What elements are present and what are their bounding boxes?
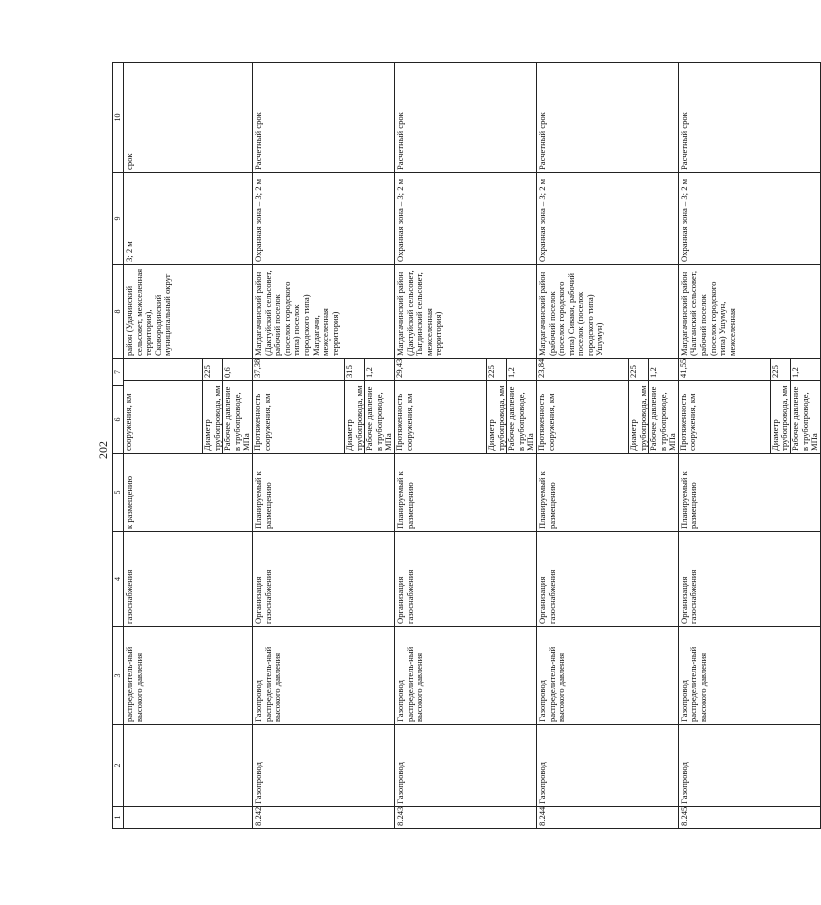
parameter-value xyxy=(124,359,203,381)
parameter-value: 225 xyxy=(628,359,648,381)
description-cell: распределитель-ный высокого давления xyxy=(124,627,253,725)
parameter-value: 225 xyxy=(203,359,223,381)
description-cell: Газопровод распределитель-ный высокого давления xyxy=(252,627,394,725)
column-number: 8 xyxy=(113,265,124,359)
parameter-value: 315 xyxy=(344,359,364,381)
zone-cell: Охранная зона – 3; 2 м xyxy=(394,173,536,265)
zone-cell: Охранная зона – 3; 2 м xyxy=(678,173,820,265)
table-row xyxy=(678,63,820,829)
parameters-table xyxy=(395,359,536,453)
zone-cell: Охранная зона – 3; 2 м xyxy=(536,173,678,265)
term-cell: Расчетный срок xyxy=(252,63,394,173)
parameters-table xyxy=(537,359,678,453)
parameter-value: 29,43 xyxy=(395,359,487,381)
parameter-name: Диаметр трубопровода, мм xyxy=(344,381,364,454)
term-cell: Расчетный срок xyxy=(536,63,678,173)
row-number-cell: 8.245 xyxy=(678,807,820,829)
parameter-name: Диаметр трубопровода, мм xyxy=(770,381,790,454)
parameter-name: Рабочее давление в трубопроводе, МПа xyxy=(223,381,252,454)
table-row xyxy=(252,63,394,829)
parameter-row xyxy=(365,359,394,453)
parameter-row xyxy=(223,359,252,453)
status-cell: Планируемый к размещению xyxy=(678,454,820,532)
status-cell: Планируемый к размещению xyxy=(252,454,394,532)
object-cell: Газопровод xyxy=(252,725,394,807)
parameter-value: 41,55 xyxy=(679,359,771,381)
parameter-value: 1,2 xyxy=(790,367,801,378)
row-number-cell: 8.242 xyxy=(252,807,394,829)
parameter-name: Диаметр трубопровода, мм xyxy=(486,381,506,454)
parameters-cell xyxy=(394,359,536,454)
parameter-row xyxy=(486,359,506,453)
column-number: 1 xyxy=(113,807,124,829)
parameter-row xyxy=(537,359,629,453)
table-row xyxy=(394,63,536,829)
status-cell: к размещению xyxy=(124,454,253,532)
parameter-value: 1,2 xyxy=(506,367,517,378)
location-cell: Магдагачинский район (Дактуйский сельсовет, рабочий поселок (поселок городского типа) поселок городского типа) Магдагачи, межселенная территория) xyxy=(252,265,394,359)
status-cell: Планируемый к размещению xyxy=(394,454,536,532)
parameter-value: 0,6 xyxy=(222,367,233,378)
term-cell: срок xyxy=(124,63,253,173)
object-cell: Газопровод xyxy=(536,725,678,807)
zone-cell: 3; 2 м xyxy=(124,173,253,265)
parameter-name: Диаметр трубопровода, мм xyxy=(203,381,223,454)
row-number-cell: 8.243 xyxy=(394,807,536,829)
column-number: 3 xyxy=(113,627,124,725)
table-body xyxy=(113,63,821,829)
column-number: 4 xyxy=(113,532,124,627)
page-number: 202 xyxy=(96,441,110,459)
parameter-row xyxy=(770,359,790,453)
term-cell: Расчетный срок xyxy=(678,63,820,173)
column-number: 7 xyxy=(113,359,124,386)
parameter-value: 1,2 xyxy=(648,367,659,378)
description-cell: Газопровод распределитель-ный высокого давления xyxy=(678,627,820,725)
purpose-cell: Организация газоснабжения xyxy=(394,532,536,627)
parameters-table xyxy=(253,359,394,453)
parameter-name: Рабочее давление в трубопроводе, МПа xyxy=(365,381,394,454)
parameter-row xyxy=(253,359,345,453)
location-cell: Магдагачинский район (Дактуйский сельсовет, Тыгдинский сельсовет, межселенная территория) xyxy=(394,265,536,359)
location-cell: Магдагачинский район (Чалганский сельсовет, рабочий поселок (поселок городского типа) Ушумун, межселенная xyxy=(678,265,820,359)
location-cell: Магдагачинский район (рабочий поселок (поселок городского типа) Сиваки, рабочий поселок (поселок городского типа) Ушумун) xyxy=(536,265,678,359)
column-number: 5 xyxy=(113,454,124,532)
parameter-row xyxy=(507,359,536,453)
parameter-name: Протяженность сооружения, км xyxy=(253,381,345,454)
parameter-row xyxy=(124,359,203,453)
purpose-cell: Организация газоснабжения xyxy=(678,532,820,627)
parameter-value: 225 xyxy=(770,359,790,381)
column-number: 2 xyxy=(113,725,124,807)
object-cell xyxy=(124,725,253,807)
row-number-cell: 8.244 xyxy=(536,807,678,829)
description-cell: Газопровод распределитель-ный высокого давления xyxy=(394,627,536,725)
parameter-name: Диаметр трубопровода, мм xyxy=(628,381,648,454)
purpose-cell: Организация газоснабжения xyxy=(536,532,678,627)
parameters-cell xyxy=(678,359,820,454)
rotated-table-frame xyxy=(112,63,820,829)
parameter-row xyxy=(791,359,820,453)
location-cell: район (Удачинский сельсовет, межселенная территория), Сковородинский муниципальный округ xyxy=(124,265,253,359)
parameter-name: сооружения, км xyxy=(124,381,203,454)
parameters-cell xyxy=(536,359,678,454)
parameters-cell xyxy=(252,359,394,454)
parameter-name: Протяженность сооружения, км xyxy=(679,381,771,454)
parameter-row xyxy=(395,359,487,453)
parameter-row xyxy=(203,359,223,453)
parameter-row xyxy=(344,359,364,453)
table-rotator xyxy=(112,63,820,829)
table-row xyxy=(536,63,678,829)
table-row xyxy=(124,63,253,829)
column-number: 10 xyxy=(113,63,124,173)
parameter-row xyxy=(679,359,771,453)
parameter-name: Протяженность сооружения, км xyxy=(537,381,629,454)
column-number: 9 xyxy=(113,173,124,265)
term-cell: Расчетный срок xyxy=(394,63,536,173)
status-cell: Планируемый к размещению xyxy=(536,454,678,532)
parameters-cell xyxy=(124,359,253,454)
object-cell: Газопровод xyxy=(678,725,820,807)
column-number-row xyxy=(113,63,124,829)
row-number-cell xyxy=(124,807,253,829)
parameters-table xyxy=(679,359,820,453)
parameter-value: 23,84 xyxy=(537,359,629,381)
parameter-name: Протяженность сооружения, км xyxy=(395,381,487,454)
parameter-value: 37,38 xyxy=(253,359,345,381)
parameters-table xyxy=(124,359,252,453)
parameter-value: 225 xyxy=(486,359,506,381)
parameter-row xyxy=(649,359,678,453)
purpose-cell: Организация газоснабжения xyxy=(252,532,394,627)
parameter-row xyxy=(628,359,648,453)
parameter-name: Рабочее давление в трубопроводе, МПа xyxy=(791,381,820,454)
parameter-value: 1,2 xyxy=(364,367,375,378)
purpose-cell: газоснабжения xyxy=(124,532,253,627)
parameter-name: Рабочее давление в трубопроводе, МПа xyxy=(649,381,678,454)
planning-table xyxy=(112,62,821,829)
object-cell: Газопровод xyxy=(394,725,536,807)
column-number: 6 xyxy=(113,386,124,454)
description-cell: Газопровод распределитель-ный высокого давления xyxy=(536,627,678,725)
zone-cell: Охранная зона – 3; 2 м xyxy=(252,173,394,265)
parameter-name: Рабочее давление в трубопроводе, МПа xyxy=(507,381,536,454)
